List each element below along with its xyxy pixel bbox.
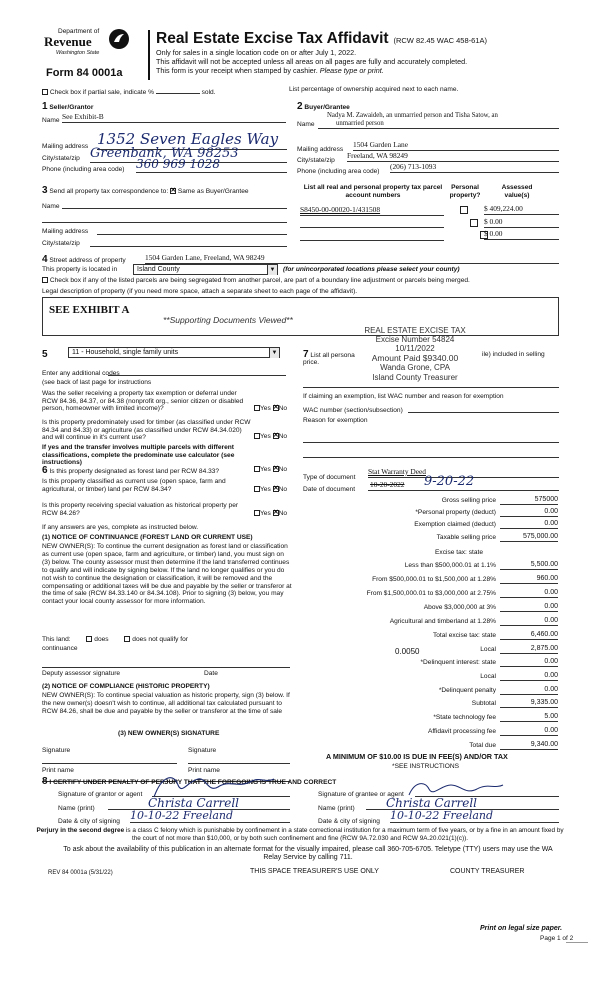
reason-label: Reason for exemption <box>303 417 368 424</box>
revenue-logo-icon <box>108 28 130 50</box>
gross-label: Gross selling price <box>441 497 496 504</box>
buyer-city-label: City/state/zip <box>297 157 335 164</box>
local-value[interactable]: 2,875.00 <box>500 645 558 654</box>
notice2-heading: (2) NOTICE OF COMPLIANCE (HISTORIC PROPERTY) <box>42 683 210 690</box>
stamp-line1: REAL ESTATE EXCISE TAX <box>364 326 466 335</box>
perjury-bold: Perjury in the second degree <box>36 827 125 834</box>
delinq-local-label: Local <box>480 673 496 680</box>
excise-state-label: Excise tax: state <box>435 549 484 556</box>
seller-heading-text: Seller/Grantor <box>49 104 94 111</box>
buyer-section-num: 2 <box>297 101 303 112</box>
forest-yes-checkbox[interactable] <box>254 466 260 472</box>
exemption-answer <box>254 405 287 413</box>
buyer-phone-field[interactable]: (206) 713-1093 <box>390 163 559 173</box>
current-use-answer <box>254 486 287 494</box>
grantee-sig-label: Signature of grantee or agent <box>318 791 404 798</box>
this-land-row <box>42 636 188 644</box>
tax-row-affidavit <box>300 727 558 737</box>
tax-row-t5 <box>300 617 558 627</box>
buyer-name-line2[interactable]: unmarried person <box>318 120 559 129</box>
buyer-phone-label: Phone (including area code) <box>297 168 380 175</box>
parcel-number-2[interactable] <box>300 218 444 228</box>
excise-stamp <box>355 326 475 382</box>
historic-no-checkbox[interactable] <box>273 510 279 516</box>
t1-value[interactable]: 5,500.00 <box>500 561 558 570</box>
timber-yes-checkbox[interactable] <box>254 433 260 439</box>
forest-no-checkbox[interactable] <box>273 466 279 472</box>
grantee-date-field[interactable]: 10-10-22 Freeland <box>390 810 559 823</box>
tax-row-t4 <box>300 603 558 613</box>
deputy-signature-label: Deputy assessor signature <box>42 670 121 677</box>
certify-text: I CERTIFY UNDER PENALTY OF PERJURY THAT THE FOREGOING IS TRUE AND CORRECT <box>49 779 337 786</box>
doc-date-label: Date of document <box>303 486 356 493</box>
header-line2: This affidavit will not be accepted unless all areas on all pages are fully and accurately completed. <box>156 57 468 66</box>
same-as-buyer-checkbox[interactable] <box>170 188 176 194</box>
correspondence-label: Send all property tax correspondence to: <box>49 188 169 195</box>
does-not-checkbox[interactable] <box>124 636 130 642</box>
seller-city-label: City/state/zip <box>42 155 80 162</box>
new-owner-sig-label-2: Signature <box>188 747 217 754</box>
new-owner-print-label-1: Print name <box>42 767 74 774</box>
additional-codes-note: (see back of last page for instructions <box>42 379 152 386</box>
reason-field-2[interactable] <box>303 450 559 458</box>
tax-row-taxable <box>300 533 558 543</box>
exemption-question: Was the seller receiving a property tax exemption or deferral under RCW 84.36, 84.37, or 84.38 (nonprofit org., senior citizen or disabled person, homeowner with limited income)? <box>42 390 244 413</box>
current-use-yes-checkbox[interactable] <box>254 486 260 492</box>
reason-field-1[interactable] <box>303 435 559 443</box>
same-as-buyer-label: Same as Buyer/Grantee <box>177 188 249 195</box>
corr-city-field[interactable] <box>90 238 287 247</box>
notice2-body: NEW OWNER(S): To continue special valuation as historic property, sign (3) below. If the new owner(s) doesn't wish to continue, all additional tax calculated pursuant to RCW 84.26, shall be due and payable by the seller or transferor at the time of sale <box>42 692 290 715</box>
t4-value[interactable]: 0.00 <box>500 603 558 612</box>
tax-row-gross <box>300 496 558 506</box>
corr-mail-label: Mailing address <box>42 228 89 235</box>
buyer-name-line1[interactable]: Nadya M. Zawaideh, an unmarried person and Tisha Satow, an <box>327 112 498 119</box>
partial-sale-label: Check box if partial sale, indicate % <box>49 89 154 96</box>
new-owner-sig-label-1: Signature <box>42 747 71 754</box>
does-not-label: does not qualify for <box>132 636 188 643</box>
header-divider <box>148 30 150 80</box>
segregated-label: Check box if any of the listed parcels are being segregated from another parcel, are part of a boundary line adjustment or parcels being merged. <box>49 277 470 284</box>
t2-label: From $500,000.01 to $1,500,000 at 1.28% <box>372 576 496 583</box>
doc-date-struck: 10-20-2022 <box>370 480 405 489</box>
deputy-signature-field[interactable] <box>42 660 290 668</box>
tax-row-delinq-local <box>300 672 558 682</box>
chevron-down-icon[interactable]: ▼ <box>269 348 279 358</box>
total-state-label: Total excise tax: state <box>432 632 496 639</box>
section7-text-c: ile) included in selling <box>482 351 545 358</box>
legal-description-box[interactable] <box>42 297 559 336</box>
does-label: does <box>94 636 109 643</box>
historic-question: Is this property receiving special valuation as historical property per RCW 84.26? <box>42 502 239 517</box>
section7-text-b: price. <box>303 359 320 366</box>
t5-value[interactable]: 0.00 <box>500 617 558 626</box>
yes-label: Yes <box>260 486 271 493</box>
ownership-note: List percentage of ownership acquired next to each name. <box>289 86 459 93</box>
does-checkbox[interactable] <box>86 636 92 642</box>
forest-question-text: Is this property designated as forest land per RCW 84.33? <box>49 468 220 475</box>
current-use-question: Is this property classified as current use (open space, farm and agricultural, or timber) land per RCW 84.34? <box>42 478 226 493</box>
located-label: This property is located in <box>42 266 118 273</box>
property-num: 4 <box>42 254 48 265</box>
perjury-text: is a class C felony which is punishable by confinement in a state correctional institution for a maximum term of five years, or by a fine in an amount fixed by the court of not more than $10,000, or by both such confinement and fine (RCW 9A.72.030 and RCW 9A.20.021(1)(c)). <box>125 827 564 842</box>
grantee-name-label: Name (print) <box>318 805 355 812</box>
grantor-date-field[interactable]: 10-10-22 Freeland <box>130 810 290 823</box>
header-line3-a: This form is your receipt when stamped by cashier. <box>156 66 318 75</box>
affidavit-value[interactable]: 0.00 <box>500 727 558 736</box>
seller-name-label: Name <box>42 117 60 124</box>
local-label: Local <box>480 646 496 653</box>
form-statute: (RCW 82.45 WAC 458-61A) <box>393 36 487 45</box>
buyer-city-field[interactable]: Freeland, WA 98249 <box>347 152 559 162</box>
segregated-checkbox[interactable] <box>42 277 48 283</box>
gross-value[interactable]: 575000 <box>500 496 558 505</box>
street-label: Street address of property <box>49 257 126 264</box>
timber-answer <box>254 433 287 441</box>
parcel-number-1[interactable]: S8450-00-00020-1/431508 <box>300 206 444 216</box>
local-rate[interactable]: 0.0050 <box>395 647 420 656</box>
section7-text-a: List all persona <box>310 352 355 359</box>
delinq-local-value[interactable]: 0.00 <box>500 672 558 681</box>
wac-label: WAC number (section/subsection) <box>303 407 403 414</box>
partial-sale-row <box>42 87 216 97</box>
tax-row-total-state <box>300 631 558 641</box>
parcel-value-1[interactable]: $ 409,224.00 <box>484 205 559 215</box>
correspondence-num: 3 <box>42 185 48 196</box>
corr-mail-field[interactable] <box>97 226 287 235</box>
stamp-line4: Amount Paid $9340.00 <box>371 352 459 363</box>
doc-type-field[interactable]: Stat Warranty Deed <box>368 468 559 478</box>
grantee-name-field[interactable]: Christa Carrell <box>366 797 559 810</box>
no-label: No <box>278 405 288 412</box>
legal-label: Legal description of property (if you need more space, attach a separate sheet to each page of the affidavit). <box>42 288 358 295</box>
legal-description-value: SEE EXHIBIT A <box>49 304 130 316</box>
stamp-line2: Excise Number 54824 <box>375 335 455 345</box>
county-treasurer-label: COUNTY TREASURER <box>450 868 525 875</box>
additional-codes-field[interactable] <box>108 368 286 376</box>
alt-format-notice: To ask about the availability of this publication in an alternate format for the visually impaired, please call 360-705-6705. Teletype (TTY) users may use the WA Relay Service by calling 711. <box>63 846 553 862</box>
revision-label: REV 84 0001a (5/31/22) <box>48 870 113 876</box>
seller-phone-label: Phone (including area code) <box>42 166 125 173</box>
exemption-no-checkbox[interactable] <box>273 405 279 411</box>
corr-name-field-2[interactable] <box>42 214 287 223</box>
segregated-row <box>42 277 470 285</box>
personal-label: *Personal property (deduct) <box>415 509 496 516</box>
forest-answer <box>254 466 287 474</box>
street-row <box>42 254 126 266</box>
section6-num: 6 <box>42 465 48 476</box>
tax-row-personal <box>300 508 558 518</box>
county-select-value: Island County <box>137 266 180 273</box>
timber-no-checkbox[interactable] <box>273 433 279 439</box>
grantor-name-label: Name (print) <box>58 805 95 812</box>
this-land-label: This land: <box>42 636 71 643</box>
corr-city-label: City/state/zip <box>42 240 80 247</box>
partial-sale-percent[interactable] <box>156 87 200 94</box>
new-owner-print-label-2: Print name <box>188 767 220 774</box>
tax-row-local <box>300 645 558 655</box>
form-title <box>156 30 487 48</box>
seller-phone-field[interactable]: 360 969 1028 <box>136 158 287 173</box>
t3-label: From $1,500,000.01 to $3,000,000 at 2.75% <box>366 590 496 597</box>
section6-instruct: If any answers are yes, complete as instructed below. <box>42 524 199 531</box>
taxable-value[interactable]: 575,000.00 <box>500 533 558 542</box>
notice3-heading: (3) NEW OWNER(S) SIGNATURE <box>118 730 220 737</box>
tax-row-total <box>300 741 558 751</box>
tax-row-penalty <box>300 686 558 696</box>
personal-value[interactable]: 0.00 <box>500 508 558 517</box>
buyer-heading <box>297 101 350 113</box>
grantor-date-label: Date & city of signing <box>58 818 120 825</box>
seller-heading <box>42 101 93 113</box>
seller-section-num: 1 <box>42 101 48 112</box>
seller-mail-field[interactable]: 1352 Seven Eagles Way <box>97 131 287 150</box>
notice1-body: NEW OWNER(S): To continue the current designation as forest land or classification as current use (open space, farm and agriculture, or timber) land, you must sign on (3) below. The county assessor must then determine if the land transferred continues to qualify and will indicate by signing below. If the land no longer qualifies or you do not wish to continue the designation or classification, it will be removed and the compensating or additional taxes will be due and payable by the seller or transferor at the time of sale (RCW 84.33.140 or 84.34.108). Prior to signing (3) below, you may contact your local county assessor for more information. <box>42 543 292 606</box>
form-title-text: Real Estate Excise Tax Affidavit <box>156 30 389 47</box>
tech-value[interactable]: 5.00 <box>500 713 558 722</box>
section7-num: 7 <box>303 349 309 360</box>
no-label: No <box>278 433 288 440</box>
parcel-number-3[interactable] <box>300 231 444 241</box>
corr-name-label: Name <box>42 203 60 210</box>
total-label: Total due <box>469 742 496 749</box>
no-label: No <box>278 510 288 517</box>
t5-label: Agricultural and timberland at 1.28% <box>389 618 496 625</box>
dept-line2: Revenue <box>44 34 92 49</box>
yes-label: Yes <box>260 510 271 517</box>
treasurer-use-label: THIS SPACE TREASURER'S USE ONLY <box>250 868 379 875</box>
print-legal-note: Print on legal size paper. <box>480 925 563 932</box>
header-line3 <box>156 67 384 75</box>
parcels-col2: Personal property? <box>449 184 481 199</box>
timber-question-note: If yes and the transfer involves multiple parcels with different classifications, complete the predominate use calculator (see instructions) <box>42 444 235 467</box>
use-code-select[interactable] <box>68 347 280 358</box>
buyer-name-label: Name <box>297 121 315 128</box>
t2-value[interactable]: 960.00 <box>500 575 558 584</box>
section8-num: 8 <box>42 776 48 787</box>
historic-yes-checkbox[interactable] <box>254 510 260 516</box>
penalty-label: *Delinquent penalty <box>438 687 496 694</box>
correspondence-row <box>42 185 249 197</box>
corr-name-field[interactable] <box>62 200 287 209</box>
doc-date-field[interactable] <box>368 474 559 491</box>
no-label: No <box>278 466 288 473</box>
tax-row-t2 <box>300 575 558 585</box>
header-line1: Only for sales in a single location code on or after July 1, 2022. <box>156 48 357 57</box>
doc-type-label: Type of document <box>303 474 356 481</box>
seller-city-field[interactable]: Greenbank, WA 98253 <box>90 147 287 163</box>
wac-intro: If claiming an exemption, list WAC number and reason for exemption <box>303 393 504 400</box>
seller-mail-label: Mailing address <box>42 143 89 150</box>
parcels-col3: Assessed value(s) <box>501 184 533 199</box>
buyer-mail-label: Mailing address <box>297 146 344 153</box>
subtotal-label: Subtotal <box>471 700 496 707</box>
notice1-heading: (1) NOTICE OF CONTINUANCE (FOREST LAND OR CURRENT USE) <box>42 534 253 541</box>
yes-label: Yes <box>260 433 271 440</box>
total-state-value[interactable]: 6,460.00 <box>500 631 558 640</box>
dor-logo <box>44 26 134 60</box>
perjury-notice <box>32 827 568 842</box>
historic-answer <box>254 510 287 518</box>
yes-label: Yes <box>260 405 271 412</box>
tax-row-t3 <box>300 589 558 599</box>
exemption-label: Exemption claimed (deduct) <box>414 521 496 528</box>
grantor-sig-label: Signature of grantor or agent <box>58 791 143 798</box>
doc-date-value: 9-20-22 <box>424 474 475 489</box>
corner-mark <box>566 942 588 943</box>
penalty-value[interactable]: 0.00 <box>500 686 558 695</box>
taxable-label: Taxable selling price <box>436 534 496 541</box>
stamp-line3: 10/11/2022 <box>395 344 435 354</box>
page-number: Page 1 of 2 <box>540 935 574 942</box>
county-note: (for unincorporated locations please select your county) <box>283 266 460 273</box>
subtotal-value[interactable]: 9,335.00 <box>500 699 558 708</box>
stamp-line6: Island County Treasurer <box>372 372 458 382</box>
current-use-no-checkbox[interactable] <box>273 486 279 492</box>
header-line3-b: Please type or print. <box>319 66 384 75</box>
dept-line3: Washington State <box>56 50 100 56</box>
forest-question <box>42 465 254 477</box>
tech-label: *State technology fee <box>433 714 496 721</box>
tax-row-exemption <box>300 520 558 530</box>
seller-name-field[interactable]: See Exhibit-B <box>62 113 286 123</box>
tax-row-delinq-state <box>300 658 558 668</box>
county-select[interactable] <box>133 264 278 275</box>
t4-label: Above $3,000,000 at 3% <box>423 604 496 611</box>
dept-line1: Department of <box>58 28 100 35</box>
t1-label: Less than $500,000.01 at 1.1% <box>404 562 496 569</box>
street-field[interactable]: 1504 Garden Lane, Freeland, WA 98249 <box>145 254 559 264</box>
parcel-personal-checkbox-1[interactable] <box>460 206 468 214</box>
delinq-state-label: *Delinquent interest: state <box>420 659 496 666</box>
continuance-label: continuance <box>42 645 78 652</box>
new-owner-sig-field-2[interactable] <box>188 756 290 764</box>
minimum-notice: A MINIMUM OF $10.00 IS DUE IN FEE(S) AND/OR TAX <box>326 752 508 761</box>
total-value[interactable]: 9,340.00 <box>500 741 558 750</box>
affidavit-label: Affidavit processing fee <box>427 728 496 735</box>
stamp-line5: Wanda Grone, CPA <box>380 363 450 373</box>
use-code-value: 11 - Household, single family units <box>72 349 179 356</box>
delinq-state-value[interactable]: 0.00 <box>500 658 558 667</box>
partial-sale-sold: sold. <box>201 89 216 96</box>
supporting-docs-stamp: **Supporting Documents Viewed** <box>163 315 293 325</box>
t3-value[interactable]: 0.00 <box>500 589 558 598</box>
chevron-down-icon[interactable]: ▼ <box>267 265 277 275</box>
partial-sale-checkbox[interactable] <box>42 89 48 95</box>
personal-property-field[interactable] <box>303 380 559 388</box>
timber-question: Is this property predominately used for timber (as classified under RCW 84.34 and 84.33) or agriculture (as classified under RCW 84.34.020) and will continue in it's current use? <box>42 419 251 442</box>
parcel-personal-checkbox-2[interactable] <box>470 219 478 227</box>
tax-row-tech <box>300 713 558 723</box>
no-label: No <box>278 486 288 493</box>
parcel-value-3[interactable]: $ 0.00 <box>484 230 559 240</box>
parcels-col1: List all real and personal property tax parcel account numbers <box>303 184 443 199</box>
see-instructions: *SEE INSTRUCTIONS <box>392 763 460 770</box>
parcel-value-2[interactable]: $ 0.00 <box>484 218 559 228</box>
grantor-name-field[interactable]: Christa Carrell <box>108 797 290 810</box>
exemption-yes-checkbox[interactable] <box>254 405 260 411</box>
tax-row-t1 <box>300 561 558 571</box>
deputy-date-label: Date <box>204 670 218 677</box>
tax-row-subtotal <box>300 699 558 709</box>
wac-field[interactable] <box>408 405 559 413</box>
section5-num: 5 <box>42 349 48 360</box>
new-owner-sig-field-1[interactable] <box>42 756 177 764</box>
yes-label: Yes <box>260 466 271 473</box>
grantee-date-label: Date & city of signing <box>318 818 380 825</box>
buyer-mail-field[interactable]: 1504 Garden Lane <box>353 141 559 151</box>
buyer-heading-text: Buyer/Grantee <box>304 104 350 111</box>
form-number: Form 84 0001a <box>46 67 123 79</box>
additional-codes-label: Enter any additional codes <box>42 370 120 377</box>
exemption-value[interactable]: 0.00 <box>500 520 558 529</box>
